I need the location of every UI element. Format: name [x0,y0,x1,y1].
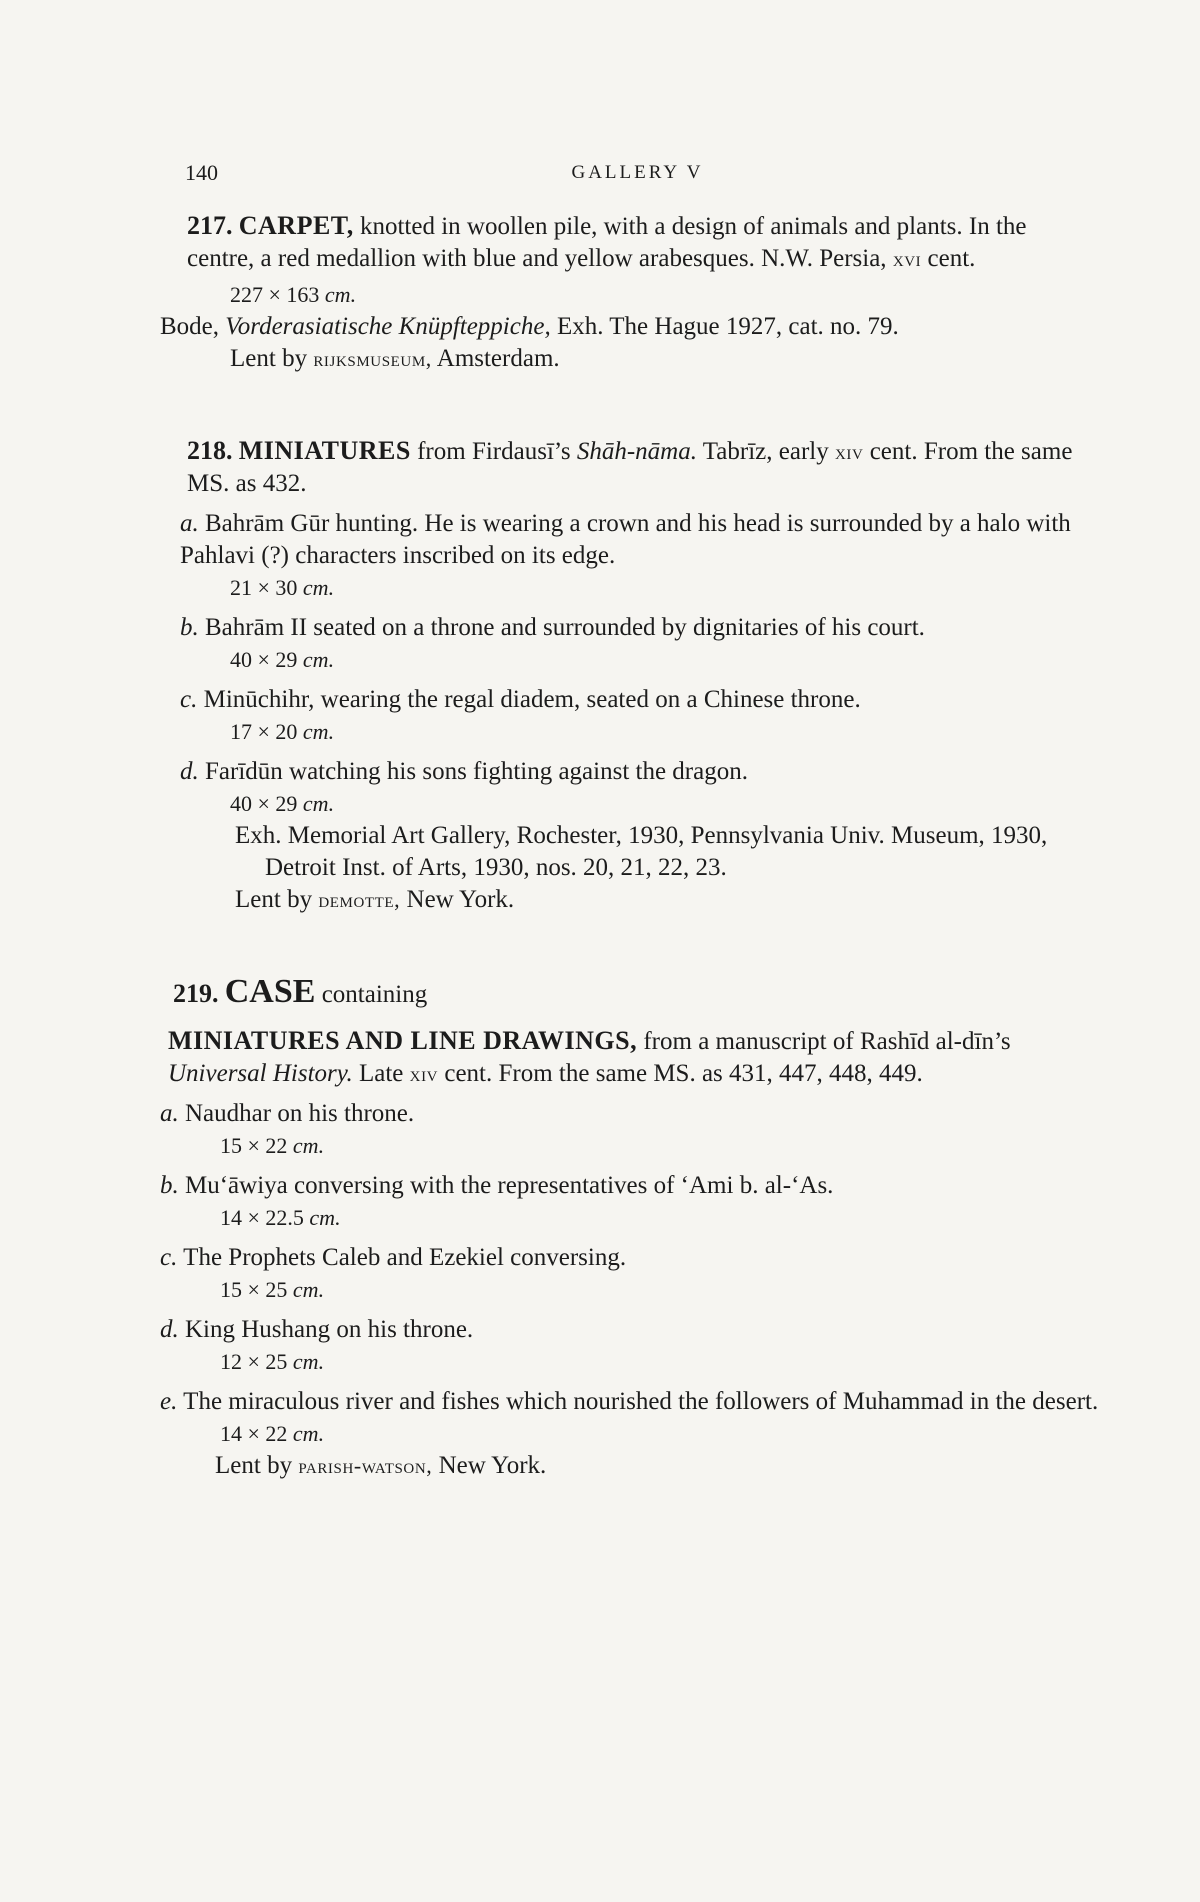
dimensions-unit: cm. [292,1349,325,1374]
entry-217-description [187,210,1100,275]
dimensions-value: 15 × 22 [220,1133,293,1158]
list-item [160,1170,1100,1234]
dimensions [220,1274,1100,1306]
entry-title: MINIATURES [238,436,411,465]
gallery-title: GALLERY V [571,162,704,183]
item-text-block [180,612,1100,644]
entry-text: cent. From the same MS. as 431, 447, 448, 449. [438,1060,923,1087]
item-text: Minūchihr, wearing the regal diadem, seated on a Chinese throne. [203,686,861,713]
list-item [180,756,1100,820]
dimensions [220,1418,1100,1450]
entry-text: cent. From the same MS. as 432. [187,438,1073,497]
dimensions-value: 15 × 25 [220,1277,293,1302]
item-text-block [180,684,1100,716]
lender-location: Amsterdam. [431,345,560,372]
lent-by-label: Lent by [230,345,314,372]
dimensions-unit: cm. [324,282,357,307]
entry-title: CARPET, [238,211,354,240]
dimensions-value: 17 × 20 [230,719,303,744]
item-text: King Hushang on his throne. [185,1316,474,1343]
entry-text: from Firdausī’s [410,438,577,465]
page-number: 140 [185,160,218,185]
lender-name: parish-watson, [298,1453,433,1478]
entry-217 [160,210,1100,375]
entry-number: 219. [173,979,219,1008]
running-head [185,160,1090,190]
item-letter: b. [180,614,199,641]
lender-line [235,884,1100,916]
item-text-block [160,1242,1100,1274]
item-text: Farīdūn watching his sons fighting against the dragon. [205,758,748,785]
lender-name: rijksmuseum, [313,346,432,371]
reference-title: Vorderasiatische Knüpfteppiche, [225,313,551,340]
dimensions [220,1130,1100,1162]
entry-title: MINIATURES AND LINE DRAWINGS, [168,1026,638,1055]
list-item [160,1314,1100,1378]
dimensions-value: 40 × 29 [230,791,303,816]
entry-number: 218. [187,436,233,465]
list-item [180,612,1100,676]
dimensions [230,716,1100,748]
entry-text: cent. [921,245,976,272]
dimensions [220,1346,1100,1378]
case-title: CASE [224,973,316,1010]
entry-text: Late [352,1060,410,1087]
century: xiv [409,1061,439,1086]
list-item [180,508,1100,604]
lent-by-label: Lent by [215,1452,299,1479]
dimensions [220,1202,1100,1234]
reference-details: Exh. The Hague 1927, cat. no. 79. [550,313,899,340]
dimensions-value: 14 × 22.5 [220,1205,310,1230]
dimensions-value: 14 × 22 [220,1421,293,1446]
item-text: Mu‘āwiya conversing with the representatives of ‘Ami b. al-‘As. [185,1172,834,1199]
item-letter: b. [160,1172,179,1199]
dimensions-value: 12 × 25 [220,1349,293,1374]
dimensions [230,788,1100,820]
century: xvi [892,246,922,271]
item-letter: d. [180,758,199,785]
entry-219-description [168,1025,1100,1090]
lender-line [230,343,1100,375]
item-text-block [180,756,1100,788]
dimensions-unit: cm. [302,791,335,816]
list-item [180,684,1100,748]
item-letter: d. [160,1316,179,1343]
item-letter: a. [180,510,199,537]
item-letter: c. [180,686,198,713]
lent-by-label: Lent by [235,886,319,913]
entry-text: knotted in woollen pile, with a design of animals and plants. In the centre, a red medallion with blue and yellow arabesques. N.W. Persia, [187,213,1027,272]
work-title: Shāh-nāma. [576,438,697,465]
dimensions [230,572,1100,604]
dimensions [230,644,1100,676]
entry-text: Tabrīz, early [696,438,835,465]
century: xiv [834,439,864,464]
dimensions-unit: cm. [302,575,335,600]
dimensions-unit: cm. [292,1277,325,1302]
item-text: Bahrām II seated on a throne and surrounded by dignitaries of his court. [205,614,925,641]
item-text: The miraculous river and fishes which nourished the followers of Muhammad in the desert. [183,1388,1099,1415]
item-letter: a. [160,1100,179,1127]
entry-number: 217. [187,211,233,240]
item-text: Naudhar on his throne. [185,1100,415,1127]
lender-location: New York. [400,886,515,913]
dimensions-unit: cm. [309,1205,341,1230]
dimensions-value: 227 × 163 [230,282,325,307]
entry-219 [160,973,1100,1482]
list-item [160,1098,1100,1162]
entry-219-heading [173,973,1100,1011]
bibliography-reference [160,311,1100,343]
work-title: Universal History. [168,1060,353,1087]
list-item [160,1242,1100,1306]
item-text: The Prophets Caleb and Ezekiel conversing. [183,1244,627,1271]
dimensions-unit: cm. [292,1421,325,1446]
dimensions [230,279,1100,311]
item-text-block [160,1170,1100,1202]
lender-name: demotte, [318,887,401,912]
item-text-block [180,508,1100,572]
entry-text: from a manuscript of Rashīd al-dīn’s [637,1028,1011,1055]
entry-218-description [187,435,1100,500]
entry-218 [160,435,1100,916]
catalogue-entries [160,210,1100,1482]
item-text: Bahrām Gūr hunting. He is wearing a crown and his head is surrounded by a halo with Pahlavi (?) characters inscribed on its edge. [180,510,1071,569]
dimensions-value: 21 × 30 [230,575,303,600]
list-item [160,1386,1100,1450]
dimensions-unit: cm. [292,1133,325,1158]
item-text-block [160,1386,1100,1418]
entry-text: containing [315,981,428,1008]
lender-line [215,1450,1100,1482]
dimensions-unit: cm. [302,647,335,672]
dimensions-value: 40 × 29 [230,647,303,672]
item-text-block [160,1314,1100,1346]
dimensions-unit: cm. [302,719,335,744]
item-letter: c. [160,1244,178,1271]
lender-location: New York. [432,1452,547,1479]
item-text-block [160,1098,1100,1130]
reference-author: Bode, [160,313,226,340]
item-letter: e. [160,1388,178,1415]
exhibition-history: Exh. Memorial Art Gallery, Rochester, 1930, Pennsylvania Univ. Museum, 1930, Detroit Inst. of Arts, 1930, nos. 20, 21, 22, 23. [235,822,1048,881]
